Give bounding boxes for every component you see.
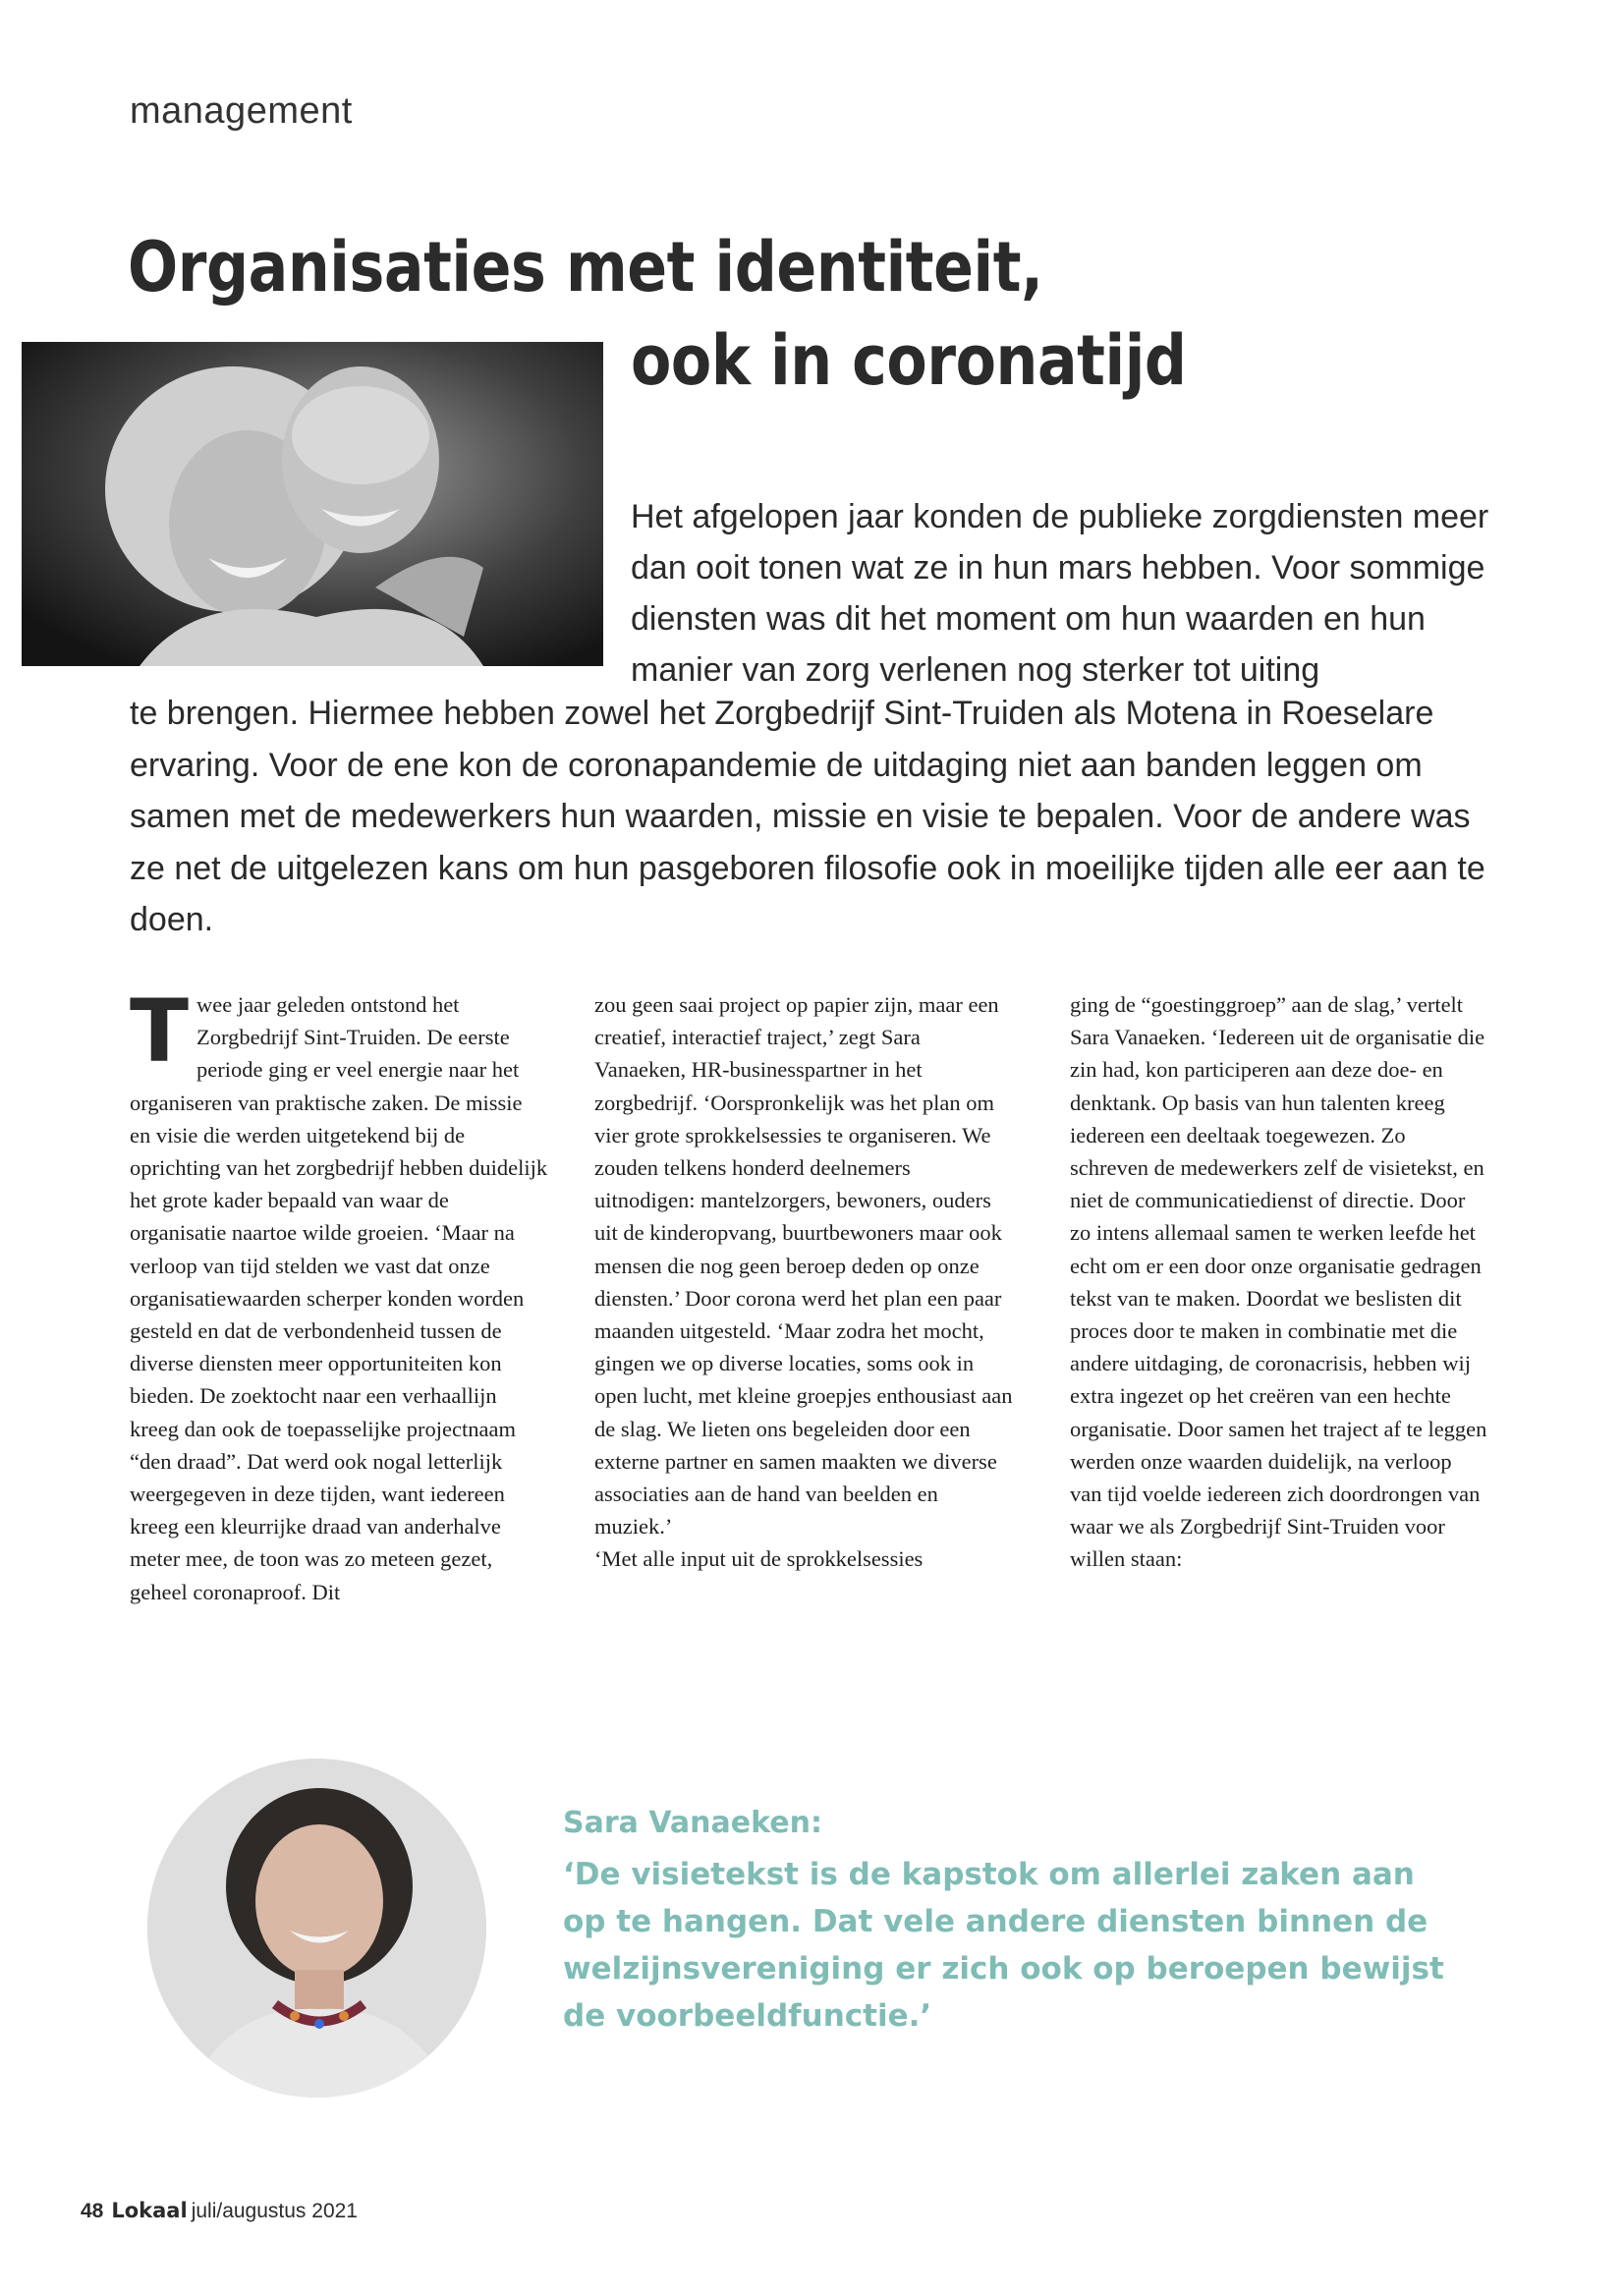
issue-date: juli/augustus 2021 xyxy=(191,2200,358,2222)
intro-text-top: Het afgelopen jaar konden de publieke zorgdiensten meer dan ooit tonen wat ze in hun mars hebben. Voor sommige diensten was dit het moment om hun waarden en hun manier van zorg verlenen nog sterker tot uiting xyxy=(631,498,1489,689)
body-paragraph-3: ‘Met alle input uit de sprokkelsessies xyxy=(594,1546,924,1572)
body-column-1 xyxy=(130,980,548,1608)
body-paragraph-4: ging de “goestinggroep” aan de slag,’ vertelt Sara Vanaeken. ‘Iedereen uit de organisatie die zin had, kon participeren aan deze doe- en denktank. Op basis van hun talenten kreeg iedereen een deeltaak toegewezen. Zo schreven de medewerkers zelf de visietekst, en niet de communicatiedienst of directie. Door zo intens allemaal samen te werken leefde het echt om er een door onze organisatie gedragen tekst van te maken. Doordat we beslisten dit proces door te maken in combinatie met die andere uitdaging, de coronacrisis, hebben wij extra ingezet op het creëren van een hechte organisatie. Door samen het traject af te leggen werden onze waarden duidelijk, na verloop van tijd voelde iedereen zich doordrongen van waar we als Zorgbedrijf Sint-Truiden voor willen staan: xyxy=(1070,992,1487,1572)
page-number: 48 xyxy=(81,2200,104,2222)
portrait-photo xyxy=(147,1759,486,2098)
body-column-2 xyxy=(594,988,1013,1576)
drop-cap: T xyxy=(130,980,190,1082)
body-paragraph-2: zou geen saai project op papier zijn, maar een creatief, interactief traject,’ zegt Sara Vanaeken, HR-businesspartner in het zorgbedrijf. ‘Oorspronkelijk was het plan om vier grote sprokkelsessies te organiseren. We zouden telkens honderd deelnemers uitnodigen: mantelzorgers, bewoners, ouders uit de kinderopvang, buurtbewoners maar ook mensen die nog geen beroep deden op onze diensten.’ Door corona werd het plan een paar maanden uitgesteld. ‘Maar zodra het mocht, gingen we op diverse locaties, soms ook in open lucht, met kleine groepjes enthousiast aan de slag. We lieten ons begeleiden door een externe partner en samen maakten we diverse associaties aan de hand van beelden en muziek.’ xyxy=(594,992,1013,1540)
quote-speaker: Sara Vanaeken: xyxy=(563,1806,822,1840)
headline-line-1: Organisaties met identiteit, xyxy=(128,227,1043,308)
quote-text: ‘De visietekst is de kapstok om allerlei zaken aan op te hangen. Dat vele andere diensten binnen de welzijnsvereniging er zich ook op beroepen bewijst de voorbeeldfunctie.’ xyxy=(563,1857,1444,2034)
headline-line-2: ook in coronatijd xyxy=(631,320,1187,401)
hero-photo xyxy=(22,342,603,666)
page-footer xyxy=(81,2199,358,2223)
hero-photo-illustration xyxy=(22,342,603,666)
intro-text-bottom: te brengen. Hiermee hebben zowel het Zorgbedrijf Sint-Truiden als Motena in Roeselare ervaring. Voor de ene kon de coronapandemie de uitdaging niet aan banden leggen om samen met de medewerkers hun waarden, missie en visie te bepalen. Voor de andere was ze net de uitgelezen kans om hun pasgeboren filosofie ook in moeilijke tijden alle eer aan te doen. xyxy=(130,695,1485,938)
portrait-illustration xyxy=(147,1759,486,2098)
body-column-3 xyxy=(1070,988,1488,1576)
section-label: management xyxy=(130,90,353,132)
pull-quote xyxy=(563,1802,1447,2040)
magazine-name: Lokaal xyxy=(111,2199,188,2222)
body-paragraph-1: wee jaar geleden ontstond het Zorgbedrijf Sint-Truiden. De eerste periode ging er veel energie naar het organiseren van praktische zaken. De missie en visie die werden uitgetekend bij de oprichting van het zorgbedrijf hebben duidelijk het grote kader bepaald van waar de organisatie naartoe wilde groeien. ‘Maar na verloop van tijd stelden we vast dat onze organisatiewaarden scherper konden worden gesteld en dat de verbondenheid tussen de diverse diensten meer opportuniteiten kon bieden. De zoektocht naar een verhaallijn kreeg dan ook de toepasselijke projectnaam “den draad”. Dat werd ook nogal letterlijk weergegeven in deze tijden, want iedereen kreeg een kleurrijke draad van anderhalve meter mee, de toon was zo meteen gezet, geheel coronaproof. Dit xyxy=(130,992,548,1604)
